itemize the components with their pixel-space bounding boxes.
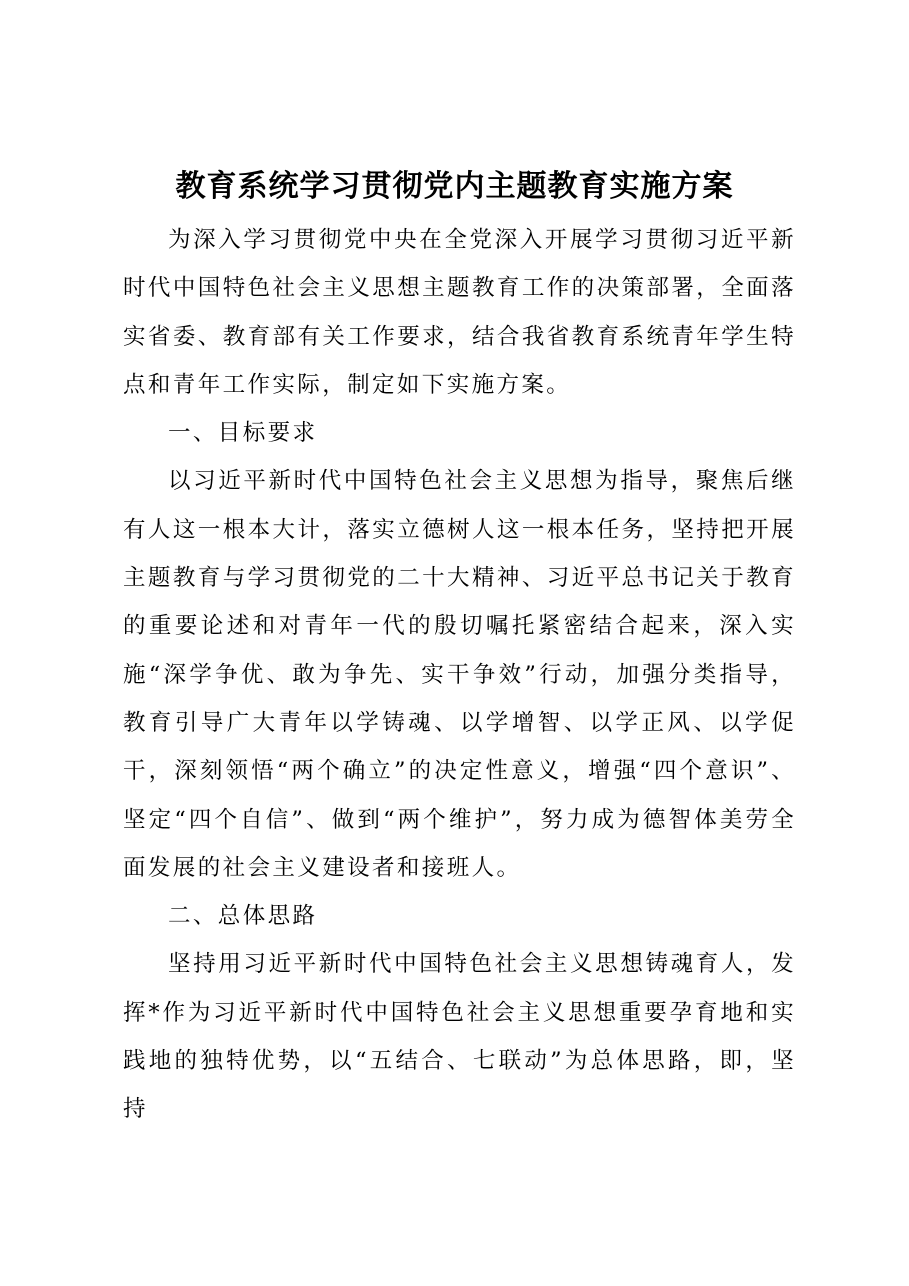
document-title: 教育系统学习贯彻党内主题教育实施方案 [175,169,734,204]
section-2-paragraph: 坚持用习近平新时代中国特色社会主义思想铸魂育人，发挥*作为习近平新时代中国特色社会主义思想重要孕育地和实践地的独特优势，以“五结合、七联动”为总体思路，即，坚持 [123,951,796,1123]
document-body [123,216,796,1134]
section-1-paragraph: 以习近平新时代中国特色社会主义思想为指导，聚焦后继有人这一根本大计，落实立德树人这一根本任务，坚持把开展主题教育与学习贯彻党的二十大精神、习近平总书记关于教育的重要论述和对青年一代的殷切嘱托紧密结合起来，深入实施“深学争优、敢为争先、实干争效”行动，加强分类指导，教育引导广大青年以学铸魂、以学增智、以学正风、以学促干，深刻领悟“两个确立”的决定性意义，增强“四个意识”、坚定“四个自信”、做到“两个维护”，努力成为德智体美劳全面发展的社会主义建设者和接班人。 [123,468,796,881]
section-1-heading: 一、目标要求 [168,420,318,447]
intro-paragraph: 为深入学习贯彻党中央在全党深入开展学习贯彻习近平新时代中国特色社会主义思想主题教育工作的决策部署，全面落实省委、教育部有关工作要求，结合我省教育系统青年学生特点和青年工作实际，制定如下实施方案。 [123,227,796,398]
section-2-heading: 二、总体思路 [168,903,318,930]
